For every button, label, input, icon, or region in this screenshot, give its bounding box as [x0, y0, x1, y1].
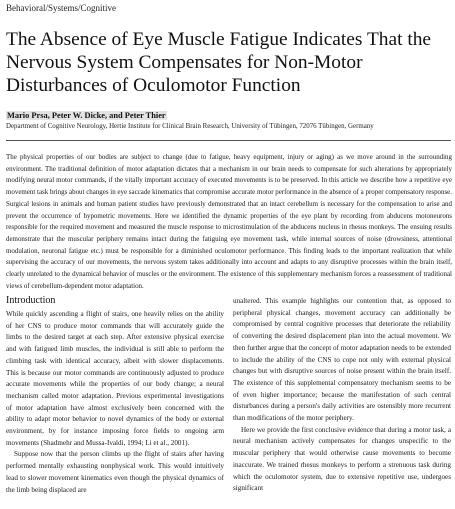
right-paragraph-1: unaltered. This example highlights our contention that, as opposed to peripheral physical changes, movement accuracy can additionally be compromised by central cognitive processes that deteriorate the reliability of converting the desired displacement plan into the actual movement. We then further argue that the concept of motor adaptation needs to be extended to include the ability of the CNS to cope not only with external physical changes but with disruptive sources of noise present within the brain itself. The existence of this supplemental compensatory mechanism seems to be of even higher importance; because the manifestation of such central disturbances during a person's daily activities are ostensibly more recurrent than modifications of the motor periphery.: [233, 297, 451, 423]
intro-heading: Introduction: [6, 295, 56, 306]
left-paragraph-1: While quickly ascending a flight of stairs, one heavily relies on the ability of her CNS to produce motor commands that will accurately guide the limbs to the desired target at each step. After extensive physical exercise and with fatigued limb muscles, the individual is still able to perform the climbing task with identical accuracy, albeit with slower displacements. This is because our motor commands are continuously adjusted to produce accurate movements while the properties of our body change; a neural mechanism called motor adaptation. Previous experimental investigations of motor adaptation have almost exclusively been concerned with the ability to adapt motor behavior to novel dynamics of the body or external environment, by for instance imposing force fields to ongoing arm movements (Shadmehr and Mussa-Ivaldi, 1994; Li et al., 2001).: [6, 310, 224, 447]
right-paragraph-2: Here we provide the first conclusive evidence that during a motor task, a neural mechanism actively compensates for changes unspecific to the muscular periphery that would otherwise cause movements to become inaccurate. We trained rhesus monkeys to perform a strenuous task during which the oculomotor system, due to extensive repetitive use, undergoes significant: [233, 425, 451, 493]
left-paragraph-2: Suppose now that the person climbs up the flight of stairs after having performed mentally exhausting nonphysical work. This would intuitively lead to slower movement kinematics even though the physical dynamics of the limb being displaced are: [6, 450, 224, 494]
affiliation: Department of Cognitive Neurology, Hertie Institute for Clinical Brain Research, University of Tübingen, 72076 Tübingen, Germany: [6, 123, 374, 130]
left-column: [6, 295, 224, 496]
title-divider: [6, 140, 451, 141]
author-list[interactable]: Mario Prsa, Peter W. Dicke, and Peter Thier: [7, 111, 166, 120]
article-title: The Absence of Eye Muscle Fatigue Indicates That the Nervous System Compensates for Non-Motor Disturbances of Oculomotor Function: [6, 29, 432, 96]
section-label: Behavioral/Systems/Cognitive: [6, 3, 116, 13]
right-column: [233, 296, 451, 495]
abstract: The physical properties of our bodies are subject to change (due to fatigue, heavy equipment, injury or aging) as we move around in the surrounding environment. The traditional definition of motor adaptation dictates that a mechanism in our brain needs to compensate for such alterations by appropriately modifying neural motor commands, if the vitally important accuracy of executed movements is to be preserved. In this article we describe how a repetitive eye movement task brings about changes in eye saccade kinematics that compromise accurate motor performance in the absence of a proper compensatory response. Surgical lesions in animals and human patient studies have previously demonstrated that an intact cerebellum is necessary for the compensation to arise and prevent the occurrence of hypometric movements. Here we identified the dynamic properties of the eye plant by recording from abducens motoneurons responsible for the required movement and measured the muscle response to microstimulation of the abducens nucleus in rhesus monkeys. The ensuing results demonstrate that the muscular periphery remains intact during the fatiguing eye movement task, while internal sources of noise (drowsiness, attentional modulation, neuronal fatigue etc.) must be responsible for a diminished oculomotor performance. This finding leads to the important realization that while supervising the accuracy of our movements, the nervous system takes additionally into account and adapts to any disruptive processes within the brain itself, clearly unrelated to the dynamical behavior of muscles or the environment. The existence of this supplementary mechanism forces a reassessment of traditional views of cerebellum-dependent motor adaptation.: [6, 153, 452, 290]
